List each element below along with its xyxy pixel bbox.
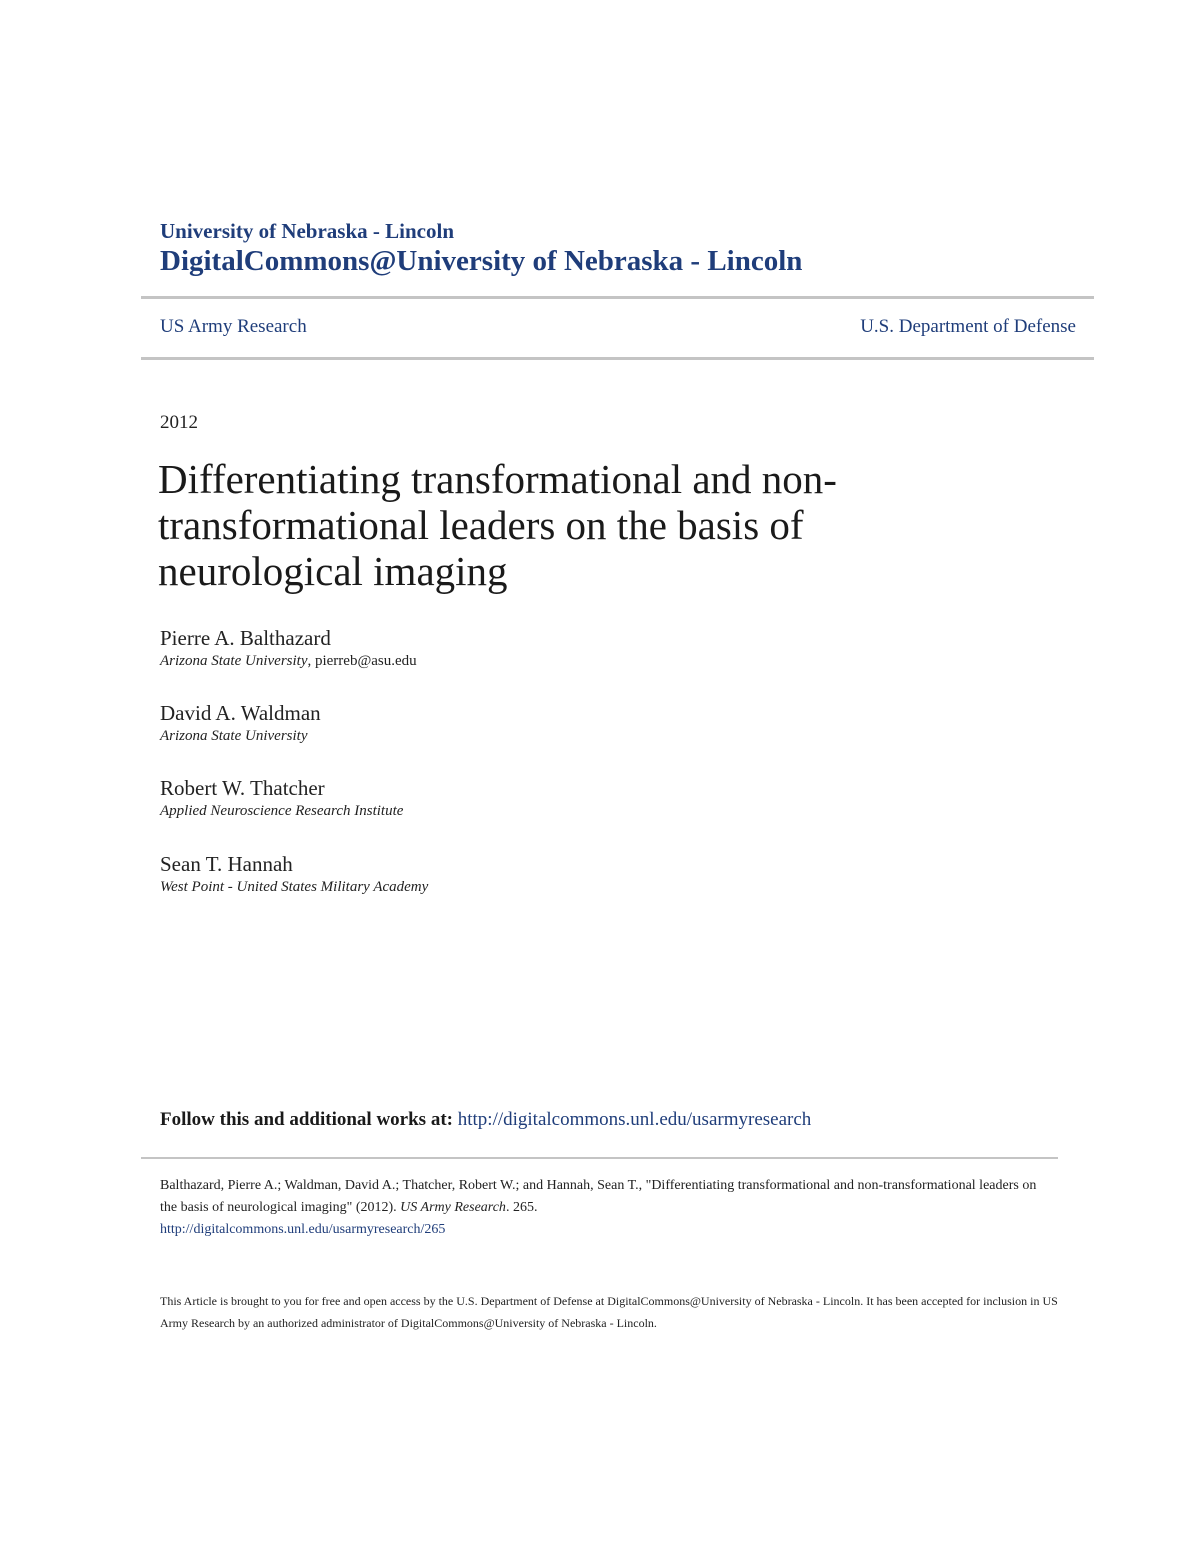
author-entry [160, 625, 860, 671]
publication-year: 2012 [160, 412, 198, 433]
author-entry [160, 700, 860, 746]
institution-name[interactable]: University of Nebraska - Lincoln [160, 219, 454, 243]
author-affiliation [160, 651, 860, 671]
affiliation-text: Arizona State University [160, 653, 308, 669]
article-title: Differentiating transformational and non-transformational leaders on the basis of neurological imaging [158, 456, 837, 594]
citation-text: Balthazard, Pierre A.; Waldman, David A.; Thatcher, Robert W.; and Hannah, Sean T., "Differentiating transformational and non-transformational leaders on the basis of neurological imaging" (2012). [160, 1178, 1037, 1215]
follow-works-link[interactable]: http://digitalcommons.unl.edu/usarmyresearch [457, 1109, 812, 1130]
author-affiliation: Arizona State University [160, 728, 308, 744]
author-name: David A. Waldman [160, 701, 321, 725]
collection-divider [141, 357, 1094, 360]
top-divider [141, 296, 1094, 299]
author-affiliation: Applied Neuroscience Research Institute [160, 803, 404, 819]
citation-divider [141, 1157, 1058, 1159]
follow-label: Follow this and additional works at: [160, 1109, 458, 1130]
collection-link-us-army-research[interactable]: US Army Research [160, 316, 307, 337]
collection-link-dept-of-defense[interactable]: U.S. Department of Defense [860, 316, 1076, 337]
access-notice: This Article is brought to you for free and open access by the U.S. Department of Defense at DigitalCommons@University of Nebraska - Lincoln. It has been accepted for inclusion in US Army Research by an authorized administrator of DigitalCommons@University of Nebraska - Lincoln. [160, 1294, 1058, 1330]
author-entry [160, 775, 860, 821]
author-affiliation: West Point - United States Military Academy [160, 879, 429, 895]
author-name: Sean T. Hannah [160, 852, 293, 876]
citation-link[interactable]: http://digitalcommons.unl.edu/usarmyresearch/265 [160, 1222, 446, 1237]
author-entry [160, 851, 860, 897]
follow-works-line [160, 1109, 811, 1131]
author-email: , pierreb@asu.edu [307, 653, 417, 669]
repository-name[interactable]: DigitalCommons@University of Nebraska - Lincoln [160, 245, 803, 277]
author-name: Robert W. Thatcher [160, 776, 325, 800]
citation-number: . 265. [505, 1200, 538, 1215]
recommended-citation [160, 1175, 1040, 1241]
citation-journal: US Army Research [400, 1200, 506, 1215]
author-name: Pierre A. Balthazard [160, 626, 331, 650]
